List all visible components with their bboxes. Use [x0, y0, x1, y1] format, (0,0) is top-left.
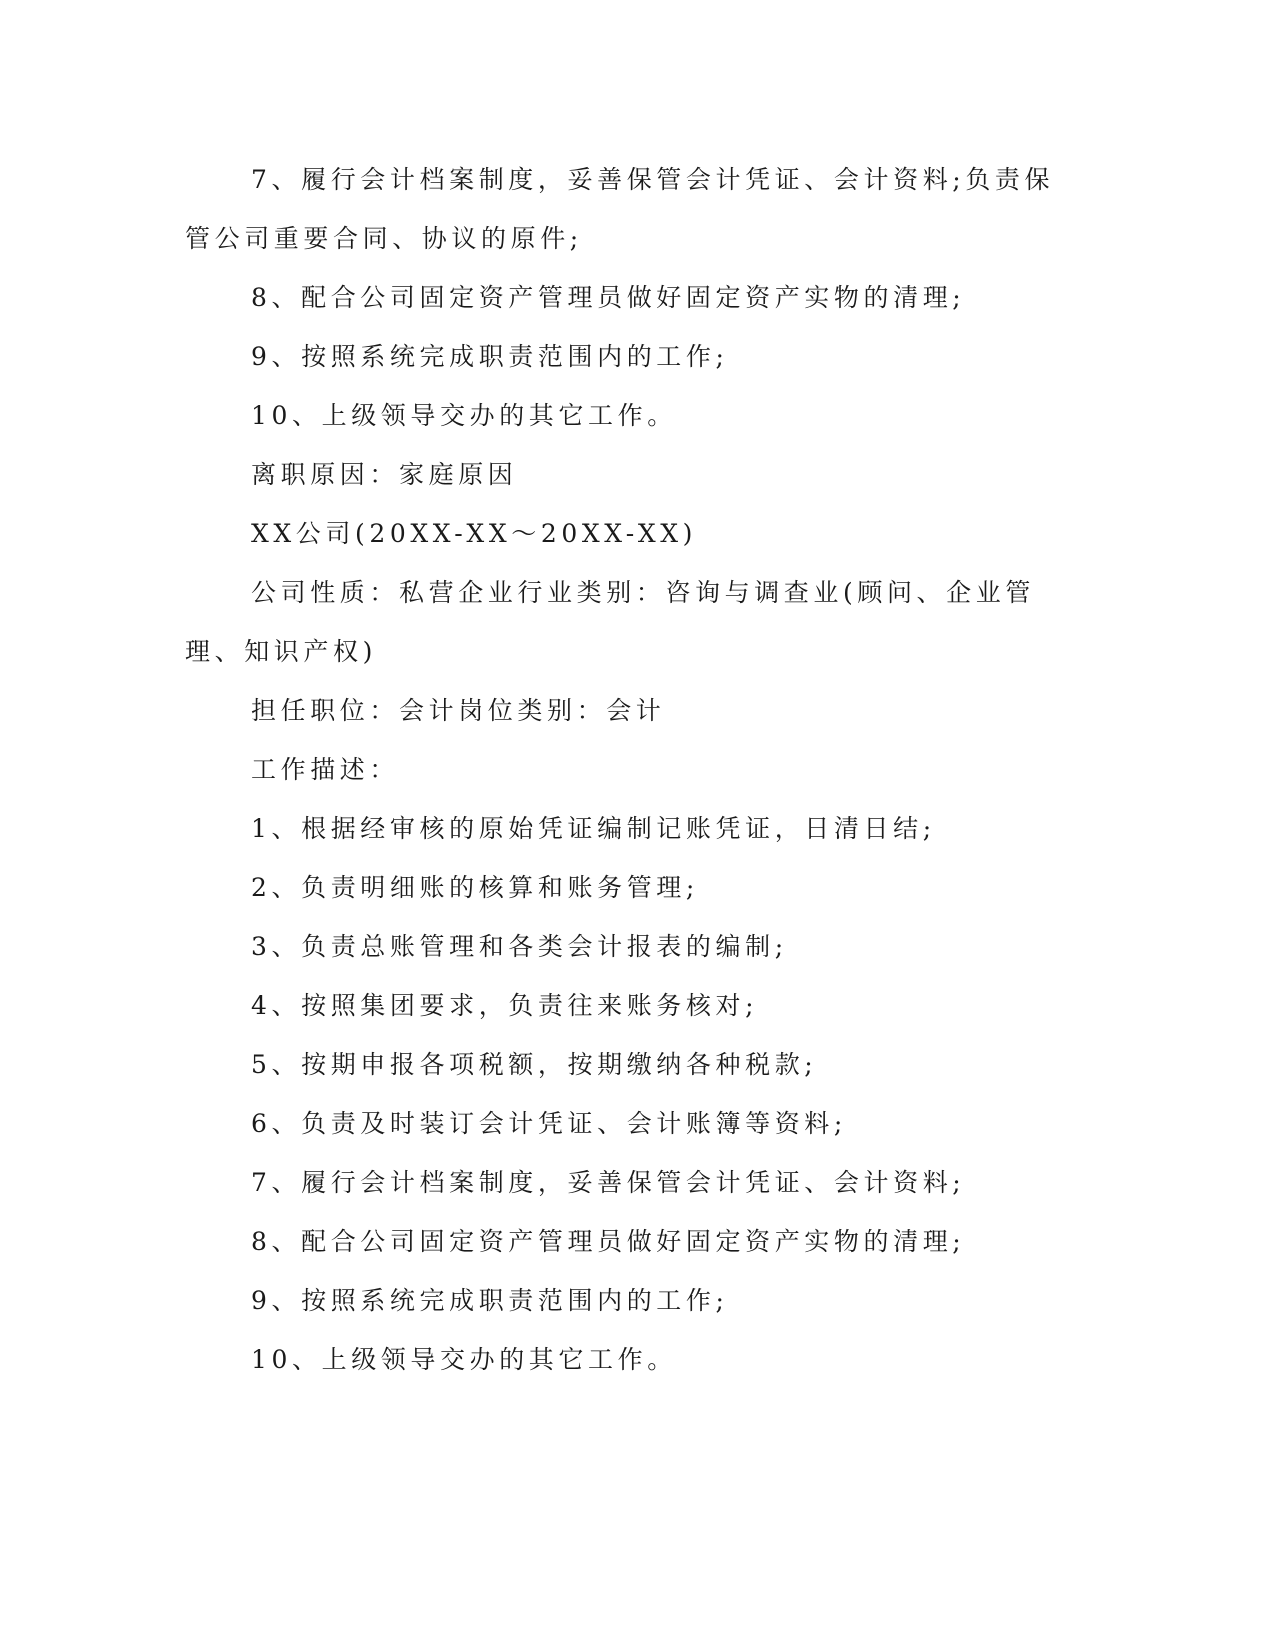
paragraph-task-1: 1、根据经审核的原始凭证编制记账凭证，日清日结;	[251, 814, 936, 843]
paragraph-task-3: 3、负责总账管理和各类会计报表的编制;	[251, 932, 788, 961]
paragraph-task-6: 6、负责及时装订会计凭证、会计账簿等资料;	[251, 1109, 847, 1138]
paragraph-job-description-heading: 工作描述：	[251, 755, 400, 784]
paragraph-task-10: 10、上级领导交办的其它工作。	[251, 1345, 677, 1374]
paragraph-duty-10-other: 10、上级领导交办的其它工作。	[251, 401, 677, 430]
paragraph-leaving-reason: 离职原因：家庭原因	[251, 460, 518, 489]
paragraph-company-period: XX公司(20XX-XX～20XX-XX)	[251, 519, 698, 548]
paragraph-duty-9-system: 9、按照系统完成职责范围内的工作;	[251, 342, 729, 371]
paragraph-task-4: 4、按照集团要求，负责往来账务核对;	[251, 991, 759, 1020]
paragraph-duty-8-assets: 8、配合公司固定资产管理员做好固定资产实物的清理;	[251, 283, 966, 312]
paragraph-company-nature: 公司性质：私营企业行业类别：咨询与调查业(顾问、企业管理、知识产权)	[185, 578, 1035, 666]
paragraph-task-2: 2、负责明细账的核算和账务管理;	[251, 873, 699, 902]
paragraph-task-8: 8、配合公司固定资产管理员做好固定资产实物的清理;	[251, 1227, 966, 1256]
paragraph-position: 担任职位：会计岗位类别：会计	[251, 696, 666, 725]
paragraph-task-9: 9、按照系统完成职责范围内的工作;	[251, 1286, 729, 1315]
paragraph-task-5: 5、按期申报各项税额，按期缴纳各种税款;	[251, 1050, 818, 1079]
paragraph-duty-7-archive: 7、履行会计档案制度，妥善保管会计凭证、会计资料;负责保管公司重要合同、协议的原件;	[185, 165, 1055, 253]
paragraph-task-7: 7、履行会计档案制度，妥善保管会计凭证、会计资料;	[251, 1168, 966, 1197]
document-body	[185, 150, 1065, 1389]
